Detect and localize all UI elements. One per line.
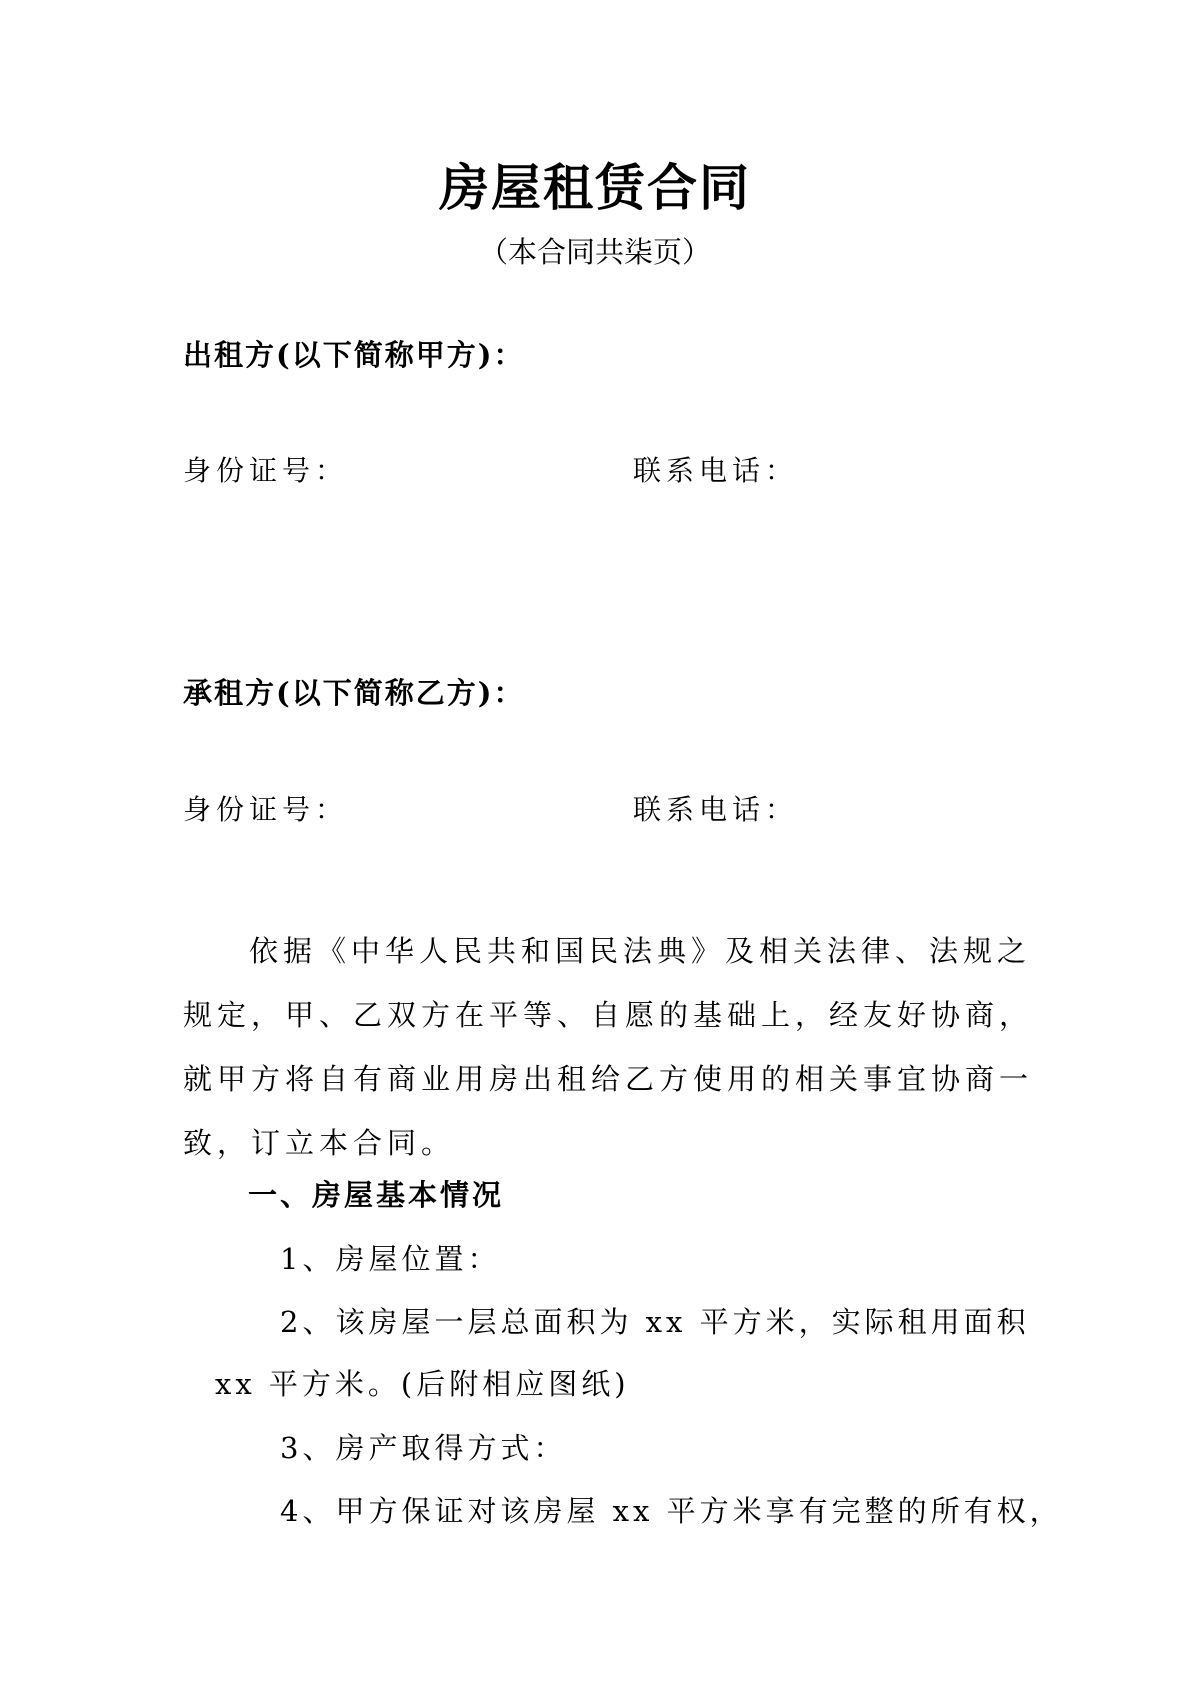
lessor-heading: 出租方(以下简称甲方)： bbox=[183, 338, 525, 372]
preamble-line: 就甲方将自有商业用房出租给乙方使用的相关事宜协商一 bbox=[183, 1062, 1034, 1096]
preamble-line: 依据《中华人民共和国民法典》及相关法律、法规之 bbox=[249, 934, 1032, 968]
lessee-id-label: 身份证号： bbox=[183, 793, 349, 826]
clause-item-continuation: xx 平方米。(后附相应图纸) bbox=[215, 1367, 630, 1401]
lessor-phone-label: 联系电话： bbox=[633, 454, 799, 487]
clause-item: 3、房产取得方式： bbox=[280, 1431, 567, 1465]
document-subtitle: （本合同共柒页） bbox=[478, 235, 711, 269]
section-heading: 一、房屋基本情况 bbox=[248, 1178, 505, 1212]
clause-item: 1、房屋位置： bbox=[280, 1242, 501, 1276]
lessor-id-label: 身份证号： bbox=[183, 454, 349, 487]
clause-item: 2、该房屋一层总面积为 xx 平方米，实际租用面积 bbox=[280, 1305, 1030, 1339]
clause-item: 4、甲方保证对该房屋 xx 平方米享有完整的所有权， bbox=[280, 1494, 1063, 1528]
lessee-heading: 承租方(以下简称乙方)： bbox=[183, 676, 525, 710]
document-title: 房屋租赁合同 bbox=[439, 158, 751, 217]
preamble-line: 规定，甲、乙双方在平等、自愿的基础上，经友好协商， bbox=[183, 998, 1034, 1032]
preamble-line: 致，订立本合同。 bbox=[183, 1126, 456, 1160]
lessee-phone-label: 联系电话： bbox=[633, 793, 799, 826]
preamble-paragraph bbox=[183, 919, 1034, 1175]
